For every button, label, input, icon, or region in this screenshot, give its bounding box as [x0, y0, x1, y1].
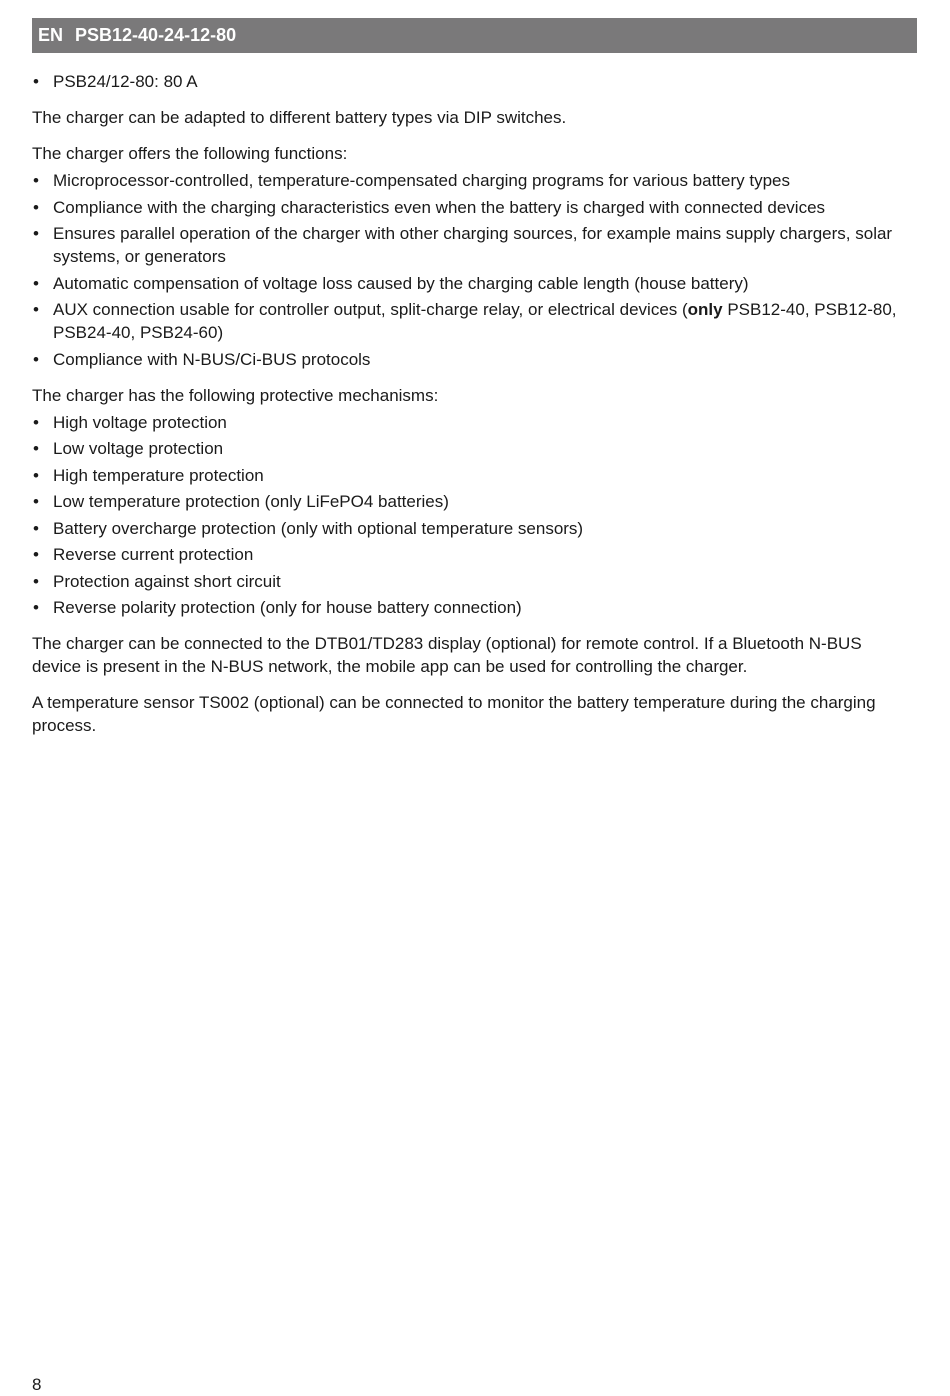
- list-item: • Reverse current protection: [32, 543, 912, 566]
- sensor-paragraph: A temperature sensor TS002 (optional) can be connected to monitor the battery temperature during the charging process.: [32, 693, 876, 735]
- list-item: • Protection against short circuit: [32, 570, 912, 593]
- page-number: 8: [32, 1375, 42, 1394]
- protection-list: [32, 411, 912, 620]
- list-item: • Low voltage protection: [32, 437, 912, 460]
- header-bar: [32, 18, 917, 53]
- functions-list: [32, 169, 912, 371]
- list-item: • Microprocessor-controlled, temperature-compensated charging programs for various battery types: [32, 169, 912, 192]
- model-title: PSB12-40-24-12-80: [75, 25, 237, 45]
- display-paragraph: The charger can be connected to the DTB01/TD283 display (optional) for remote control. If a Bluetooth N-BUS device is present in the N-BUS network, the mobile app can be used for controlling the charger.: [32, 634, 862, 676]
- list-item: • PSB24/12-80: 80 A: [32, 70, 912, 93]
- list-item: • Battery overcharge protection (only with optional temperature sensors): [32, 517, 912, 540]
- current-list: [32, 70, 912, 93]
- dip-switch-paragraph: The charger can be adapted to different battery types via DIP switches.: [32, 108, 567, 127]
- list-item: • High voltage protection: [32, 411, 912, 434]
- list-item: • Compliance with the charging characteristics even when the battery is charged with connected devices: [32, 196, 912, 219]
- aux-text-bold: only: [687, 300, 723, 319]
- list-item: • Compliance with N-BUS/Ci-BUS protocols: [32, 348, 912, 371]
- language-label: EN: [38, 25, 64, 45]
- aux-text-before: AUX connection usable for controller output, split-charge relay, or electrical devices (: [53, 300, 688, 319]
- list-item: • Automatic compensation of voltage loss caused by the charging cable length (house battery): [32, 272, 912, 295]
- document-content: [32, 70, 912, 737]
- protection-intro: The charger has the following protective mechanisms:: [32, 385, 439, 405]
- list-item-aux: [32, 298, 912, 344]
- list-item: • Low temperature protection (only LiFePO4 batteries): [32, 490, 912, 513]
- list-item: • Ensures parallel operation of the charger with other charging sources, for example mains supply chargers, solar systems, or generators: [32, 222, 912, 268]
- list-item: • High temperature protection: [32, 464, 912, 487]
- aux-text-after: PSB12-40, PSB12-80, PSB24-40, PSB24-60): [53, 300, 897, 342]
- list-item: • Reverse polarity protection (only for house battery connection): [32, 596, 912, 619]
- functions-intro: The charger offers the following functions:: [32, 144, 348, 163]
